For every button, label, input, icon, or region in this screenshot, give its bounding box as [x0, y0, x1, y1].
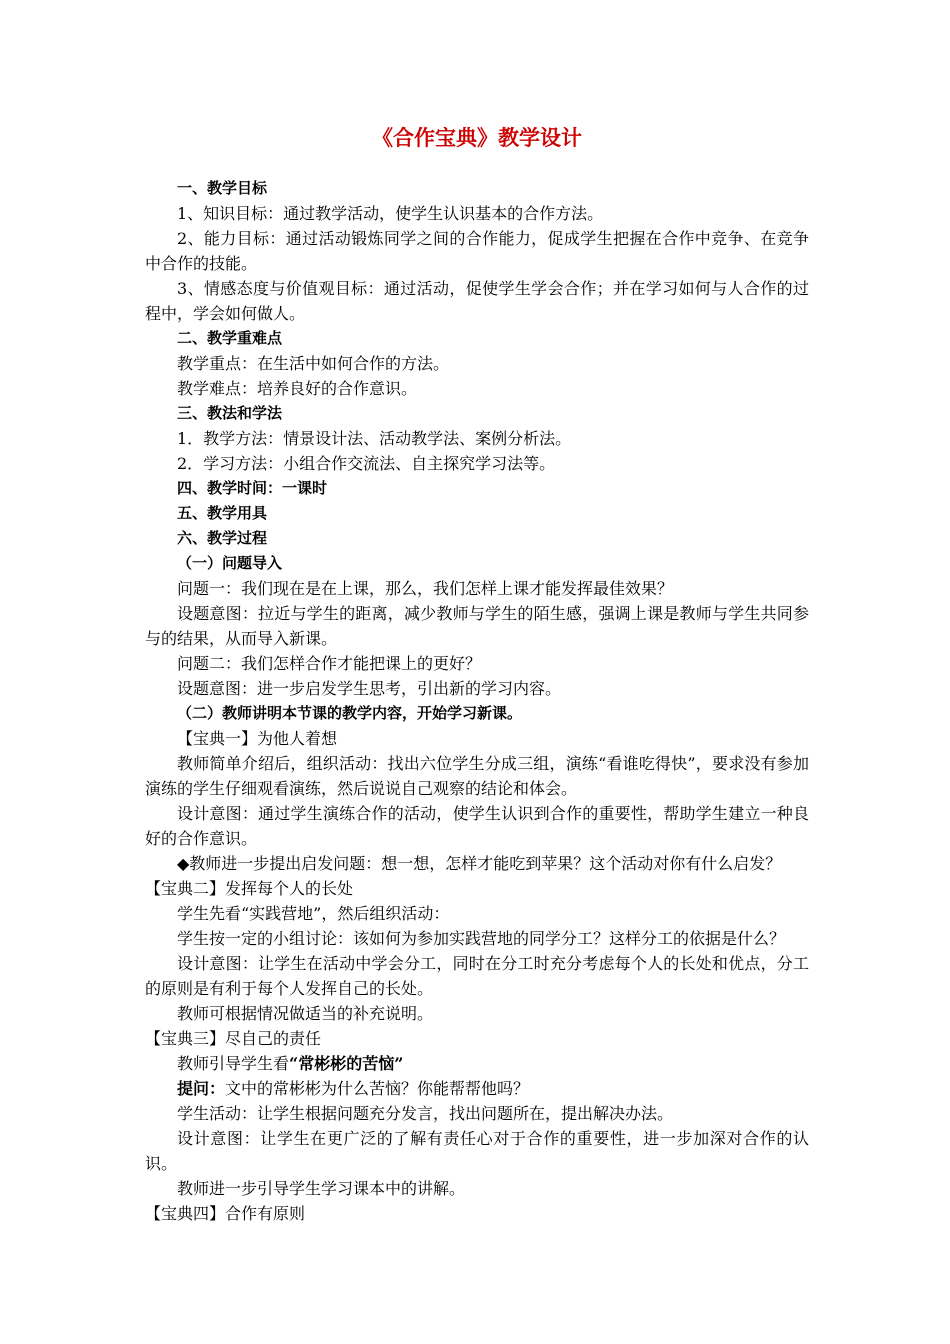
paragraph: 【宝典二】发挥每个人的长处: [145, 879, 354, 898]
subsection-heading: （一）问题导入: [177, 554, 283, 572]
paragraph: 1、知识目标：通过教学活动，使学生认识基本的合作方法。: [177, 204, 604, 223]
paragraph: 教师简单介绍后，组织活动：找出六位学生分成三组，演练“看谁吃得快”，要求没有参加演练的学生仔细观看演练，然后说说自己观察的结论和体会。: [145, 754, 809, 798]
paragraph: 教学重点：在生活中如何合作的方法。: [177, 354, 450, 373]
paragraph: 学生按一定的小组讨论：该如何为参加实践营地的同学分工？这样分工的依据是什么？: [177, 929, 786, 948]
text-run: 教师引导学生看: [177, 1054, 290, 1073]
document-title: 《合作宝典》教学设计: [372, 126, 582, 150]
text-run: 文中的常彬彬为什么苦恼？你能帮帮他吗？: [225, 1079, 530, 1098]
paragraph: 问题二：我们怎样合作才能把课上的更好？: [177, 654, 482, 673]
paragraph: 设计意图：让学生在更广泛的了解有责任心对于合作的重要性，进一步加深对合作的认识。: [145, 1129, 809, 1173]
paragraph: 设计意图：让学生在活动中学会分工，同时在分工时充分考虑每个人的长处和优点，分工的原则是有利于每个人发挥自己的长处。: [145, 954, 809, 998]
paragraph: 【宝典一】为他人着想: [177, 729, 338, 748]
section-heading-process: 六、教学过程: [177, 529, 268, 547]
document-page: [145, 118, 809, 1226]
paragraph: 设题意图：拉近与学生的距离，减少教师与学生的陌生感，强调上课是教师与学生共同参与的结果，从而导入新课。: [145, 604, 809, 648]
section-heading-methods: 三、教法和学法: [177, 404, 283, 422]
section-heading-key-points: 二、教学重难点: [177, 329, 283, 347]
section-heading-tools: 五、教学用具: [177, 504, 268, 522]
paragraph: 问题一：我们现在是在上课，那么，我们怎样上课才能发挥最佳效果？: [177, 579, 674, 598]
paragraph: [145, 1076, 809, 1101]
paragraph: 设题意图：进一步启发学生思考，引出新的学习内容。: [177, 679, 562, 698]
paragraph: ◆教师进一步提出启发问题：想一想，怎样才能吃到苹果？这个活动对你有什么启发？: [177, 854, 782, 873]
paragraph: 学生先看“实践营地”，然后组织活动：: [177, 904, 450, 923]
paragraph: [145, 1051, 809, 1076]
paragraph: 2．学习方法：小组合作交流法、自主探究学习法等。: [177, 454, 556, 473]
section-heading-time: 四、教学时间：一课时: [177, 479, 328, 497]
paragraph: 教学难点：培养良好的合作意识。: [177, 379, 418, 398]
paragraph: 3、情感态度与价值观目标：通过活动，促使学生学会合作；并在学习如何与人合作的过程中，学会如何做人。: [145, 279, 809, 323]
bold-text-run: 提问：: [177, 1079, 226, 1098]
paragraph: 2、能力目标：通过活动锻炼同学之间的合作能力，促成学生把握在合作中竞争、在竞争中合作的技能。: [145, 229, 809, 273]
paragraph: 【宝典四】合作有原则: [145, 1204, 306, 1223]
paragraph: 1．教学方法：情景设计法、活动教学法、案例分析法。: [177, 429, 572, 448]
bold-text-run: “常彬彬的苦恼”: [289, 1054, 404, 1073]
paragraph: 设计意图：通过学生演练合作的活动，使学生认识到合作的重要性，帮助学生建立一种良好的合作意识。: [145, 804, 809, 848]
paragraph: 学生活动：让学生根据问题充分发言，找出问题所在，提出解决办法。: [177, 1104, 674, 1123]
section-heading-objectives: 一、教学目标: [177, 179, 268, 197]
paragraph: 【宝典三】尽自己的责任: [145, 1029, 322, 1048]
paragraph: 教师可根据情况做适当的补充说明。: [177, 1004, 434, 1023]
subsection-heading: （二）教师讲明本节课的教学内容，开始学习新课。: [177, 704, 523, 722]
paragraph: 教师进一步引导学生学习课本中的讲解。: [177, 1179, 466, 1198]
